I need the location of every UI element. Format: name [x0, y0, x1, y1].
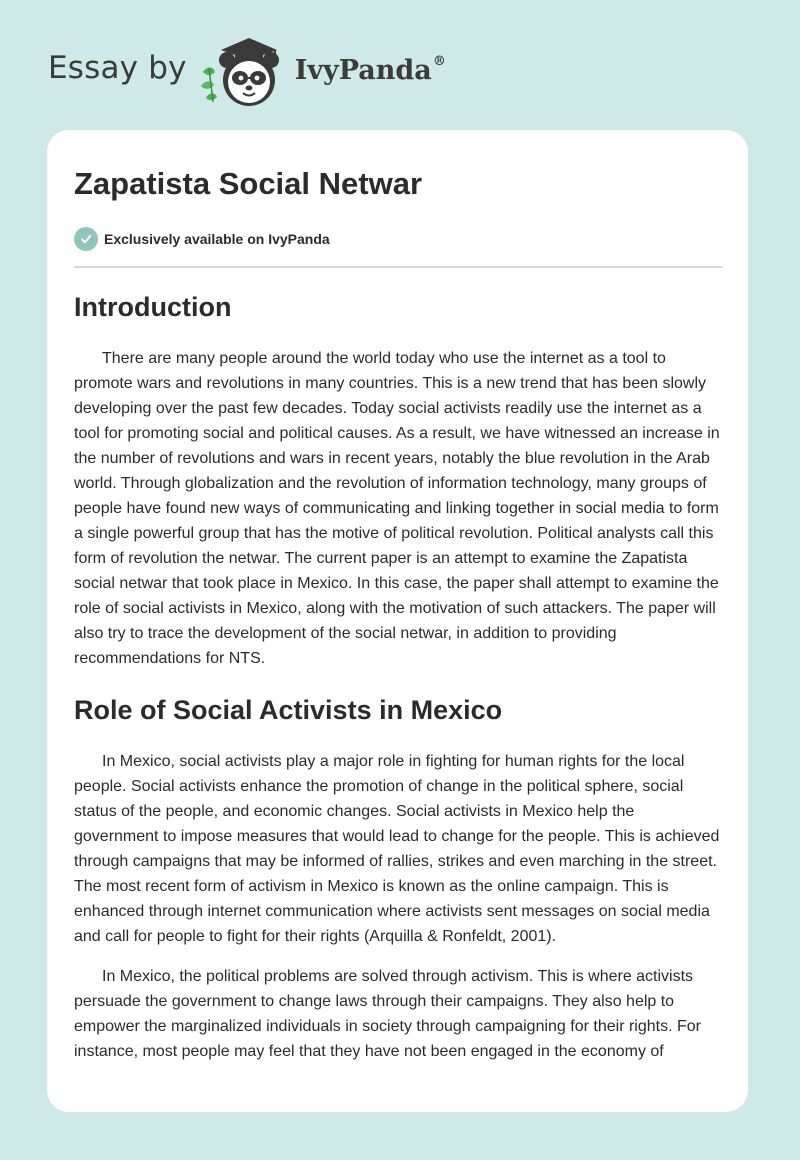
paragraph: There are many people around the world today who use the internet as a tool to promote wars and revolutions in many countries. This is a new trend that has been slowly developing over the past few decades. Today social activists readily use the internet as a tool for promoting social and political causes. As a result, we have witnessed an increase in the number of revolutions and wars in recent years, notably the blue revolution in the Arab world. Through globalization and the revolution of information technology, many groups of people have found new ways of communicating and linking together in social media to form a single powerful group that has the motive of political revolution. Political analysts call this form of revolution the netwar. The current paper is an attempt to examine the Zapatista social netwar that took place in Mexico. In this case, the paper shall attempt to examine the role of social activists in Mexico, along with the motivation of such attackers. The paper will also try to trace the development of the social netwar, in addition to providing recommendations for NTS. — [74, 350, 720, 667]
page-title: Zapatista Social Netwar — [74, 166, 423, 201]
section-heading-introduction: Introduction — [74, 292, 232, 322]
section-heading-role-of-social-activists: Role of Social Activists in Mexico — [74, 695, 503, 725]
paragraph: In Mexico, social activists play a major role in fighting for human rights for the local people. Social activists enhance the promotion of change in the political sphere, social status of the people, and economic changes. Social activists in Mexico help the government to impose measures that would lead to change for the people. This is achieved through campaigns that may be informed of rallies, strikes and even marching in the street. The most recent form of activism in Mexico is known as the online campaign. This is enhanced through internet communication where activists sent messages on social media and call for people to fight for their rights (Arquilla & Ronfeldt, 2001). — [74, 753, 720, 945]
check-icon — [74, 227, 98, 251]
exclusive-badge — [74, 226, 723, 252]
essay-content — [74, 160, 723, 1064]
essay-card — [47, 130, 748, 1112]
brand-header[interactable] — [48, 28, 446, 108]
exclusive-label: Exclusively available on IvyPanda — [104, 231, 330, 247]
paragraph: In Mexico, the political problems are solved through activism. This is where activists persuade the government to change laws through their campaigns. They also help to empower the marginalized individuals in society through campaigning for their rights. For instance, most people may feel that they have not been engaged in the economy of — [74, 968, 701, 1060]
panda-logo-icon — [197, 28, 293, 108]
brand-prefix: Essay by — [48, 50, 187, 86]
brand-name: IvyPanda® — [294, 53, 446, 86]
registered-mark: ® — [432, 53, 446, 69]
divider — [74, 266, 723, 268]
